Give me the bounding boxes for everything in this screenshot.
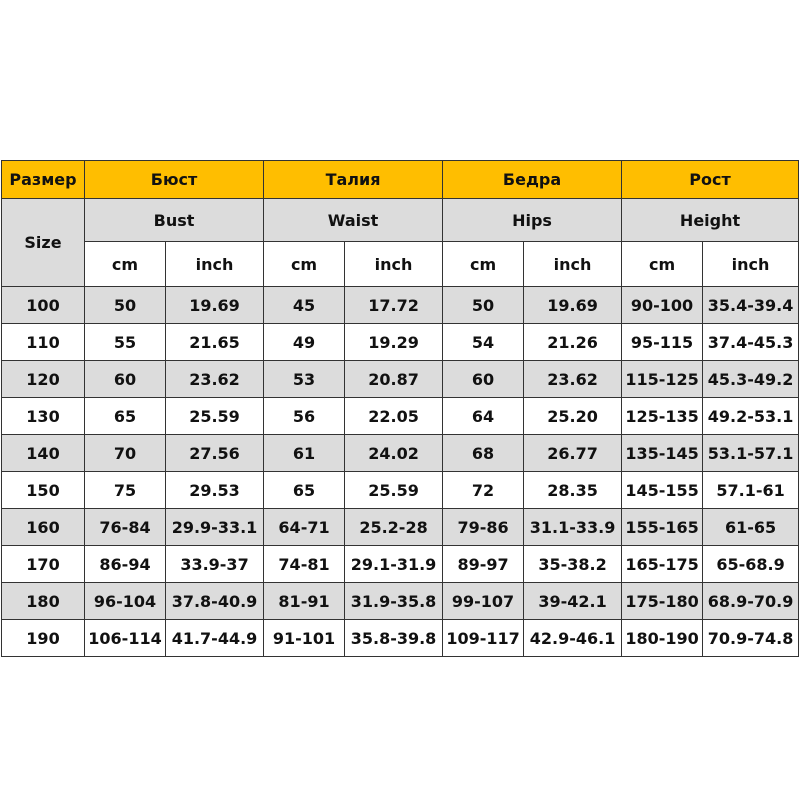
cell-height-inch: 49.2-53.1: [703, 398, 799, 435]
cell-height-inch: 68.9-70.9: [703, 583, 799, 620]
cell-hips-cm: 109-117: [443, 620, 524, 657]
cell-bust-inch: 33.9-37: [166, 546, 264, 583]
cell-height-cm: 90-100: [622, 287, 703, 324]
header-height-en: Height: [622, 199, 799, 242]
cell-size: 110: [2, 324, 85, 361]
cell-bust-cm: 76-84: [85, 509, 166, 546]
cell-waist-inch: 35.8-39.8: [345, 620, 443, 657]
cell-bust-inch: 19.69: [166, 287, 264, 324]
table-row: [2, 583, 799, 620]
header-waist-ru: Талия: [264, 161, 443, 199]
cell-waist-cm: 74-81: [264, 546, 345, 583]
cell-hips-cm: 79-86: [443, 509, 524, 546]
cell-height-cm: 175-180: [622, 583, 703, 620]
size-chart-table: [1, 160, 799, 657]
unit-height-cm: cm: [622, 242, 703, 287]
cell-bust-cm: 65: [85, 398, 166, 435]
cell-bust-inch: 25.59: [166, 398, 264, 435]
cell-waist-inch: 29.1-31.9: [345, 546, 443, 583]
cell-size: 180: [2, 583, 85, 620]
cell-height-cm: 95-115: [622, 324, 703, 361]
cell-height-cm: 115-125: [622, 361, 703, 398]
cell-size: 190: [2, 620, 85, 657]
cell-waist-cm: 53: [264, 361, 345, 398]
cell-hips-cm: 60: [443, 361, 524, 398]
header-height-ru: Рост: [622, 161, 799, 199]
cell-height-cm: 145-155: [622, 472, 703, 509]
unit-height-inch: inch: [703, 242, 799, 287]
cell-bust-inch: 37.8-40.9: [166, 583, 264, 620]
table-body: [2, 287, 799, 657]
cell-hips-inch: 23.62: [524, 361, 622, 398]
cell-hips-inch: 26.77: [524, 435, 622, 472]
cell-size: 100: [2, 287, 85, 324]
unit-hips-cm: cm: [443, 242, 524, 287]
header-hips-en: Hips: [443, 199, 622, 242]
cell-height-inch: 53.1-57.1: [703, 435, 799, 472]
unit-bust-cm: cm: [85, 242, 166, 287]
cell-hips-inch: 25.20: [524, 398, 622, 435]
cell-height-cm: 165-175: [622, 546, 703, 583]
cell-waist-inch: 22.05: [345, 398, 443, 435]
header-size-en: Size: [2, 199, 85, 287]
cell-waist-inch: 24.02: [345, 435, 443, 472]
cell-size: 120: [2, 361, 85, 398]
cell-hips-cm: 68: [443, 435, 524, 472]
cell-bust-inch: 27.56: [166, 435, 264, 472]
header-row-english: [2, 199, 799, 242]
cell-bust-inch: 23.62: [166, 361, 264, 398]
unit-waist-inch: inch: [345, 242, 443, 287]
cell-bust-cm: 106-114: [85, 620, 166, 657]
header-hips-ru: Бедра: [443, 161, 622, 199]
cell-hips-cm: 54: [443, 324, 524, 361]
cell-height-inch: 61-65: [703, 509, 799, 546]
cell-bust-inch: 29.53: [166, 472, 264, 509]
cell-size: 150: [2, 472, 85, 509]
cell-waist-inch: 31.9-35.8: [345, 583, 443, 620]
cell-waist-cm: 64-71: [264, 509, 345, 546]
cell-waist-cm: 91-101: [264, 620, 345, 657]
cell-waist-cm: 65: [264, 472, 345, 509]
cell-bust-cm: 96-104: [85, 583, 166, 620]
cell-waist-cm: 81-91: [264, 583, 345, 620]
cell-bust-inch: 41.7-44.9: [166, 620, 264, 657]
table-row: [2, 546, 799, 583]
cell-waist-cm: 61: [264, 435, 345, 472]
cell-height-cm: 155-165: [622, 509, 703, 546]
header-waist-en: Waist: [264, 199, 443, 242]
cell-height-inch: 37.4-45.3: [703, 324, 799, 361]
header-row-russian: [2, 161, 799, 199]
header-bust-ru: Бюст: [85, 161, 264, 199]
cell-hips-cm: 99-107: [443, 583, 524, 620]
cell-hips-inch: 42.9-46.1: [524, 620, 622, 657]
unit-hips-inch: inch: [524, 242, 622, 287]
unit-waist-cm: cm: [264, 242, 345, 287]
cell-bust-cm: 86-94: [85, 546, 166, 583]
cell-hips-inch: 39-42.1: [524, 583, 622, 620]
cell-bust-cm: 50: [85, 287, 166, 324]
cell-height-cm: 180-190: [622, 620, 703, 657]
cell-hips-cm: 72: [443, 472, 524, 509]
cell-size: 130: [2, 398, 85, 435]
cell-hips-inch: 19.69: [524, 287, 622, 324]
cell-hips-cm: 50: [443, 287, 524, 324]
cell-size: 170: [2, 546, 85, 583]
cell-height-cm: 135-145: [622, 435, 703, 472]
cell-height-inch: 57.1-61: [703, 472, 799, 509]
table-row: [2, 620, 799, 657]
cell-hips-inch: 31.1-33.9: [524, 509, 622, 546]
cell-height-cm: 125-135: [622, 398, 703, 435]
cell-hips-inch: 28.35: [524, 472, 622, 509]
cell-height-inch: 45.3-49.2: [703, 361, 799, 398]
table-row: [2, 324, 799, 361]
table-row: [2, 509, 799, 546]
cell-size: 160: [2, 509, 85, 546]
header-bust-en: Bust: [85, 199, 264, 242]
cell-hips-inch: 21.26: [524, 324, 622, 361]
header-row-units: [2, 242, 799, 287]
cell-bust-inch: 21.65: [166, 324, 264, 361]
cell-bust-cm: 60: [85, 361, 166, 398]
table-row: [2, 472, 799, 509]
cell-hips-cm: 89-97: [443, 546, 524, 583]
cell-bust-inch: 29.9-33.1: [166, 509, 264, 546]
cell-height-inch: 70.9-74.8: [703, 620, 799, 657]
cell-hips-cm: 64: [443, 398, 524, 435]
cell-waist-cm: 45: [264, 287, 345, 324]
cell-bust-cm: 75: [85, 472, 166, 509]
cell-waist-inch: 17.72: [345, 287, 443, 324]
cell-height-inch: 65-68.9: [703, 546, 799, 583]
cell-waist-inch: 20.87: [345, 361, 443, 398]
cell-height-inch: 35.4-39.4: [703, 287, 799, 324]
cell-bust-cm: 55: [85, 324, 166, 361]
cell-bust-cm: 70: [85, 435, 166, 472]
cell-waist-inch: 19.29: [345, 324, 443, 361]
cell-waist-cm: 49: [264, 324, 345, 361]
unit-bust-inch: inch: [166, 242, 264, 287]
table-row: [2, 435, 799, 472]
table-row: [2, 287, 799, 324]
cell-waist-inch: 25.59: [345, 472, 443, 509]
cell-waist-inch: 25.2-28: [345, 509, 443, 546]
header-size-ru: Размер: [2, 161, 85, 199]
cell-hips-inch: 35-38.2: [524, 546, 622, 583]
cell-waist-cm: 56: [264, 398, 345, 435]
cell-size: 140: [2, 435, 85, 472]
table-row: [2, 361, 799, 398]
table-row: [2, 398, 799, 435]
table-header: [2, 161, 799, 287]
